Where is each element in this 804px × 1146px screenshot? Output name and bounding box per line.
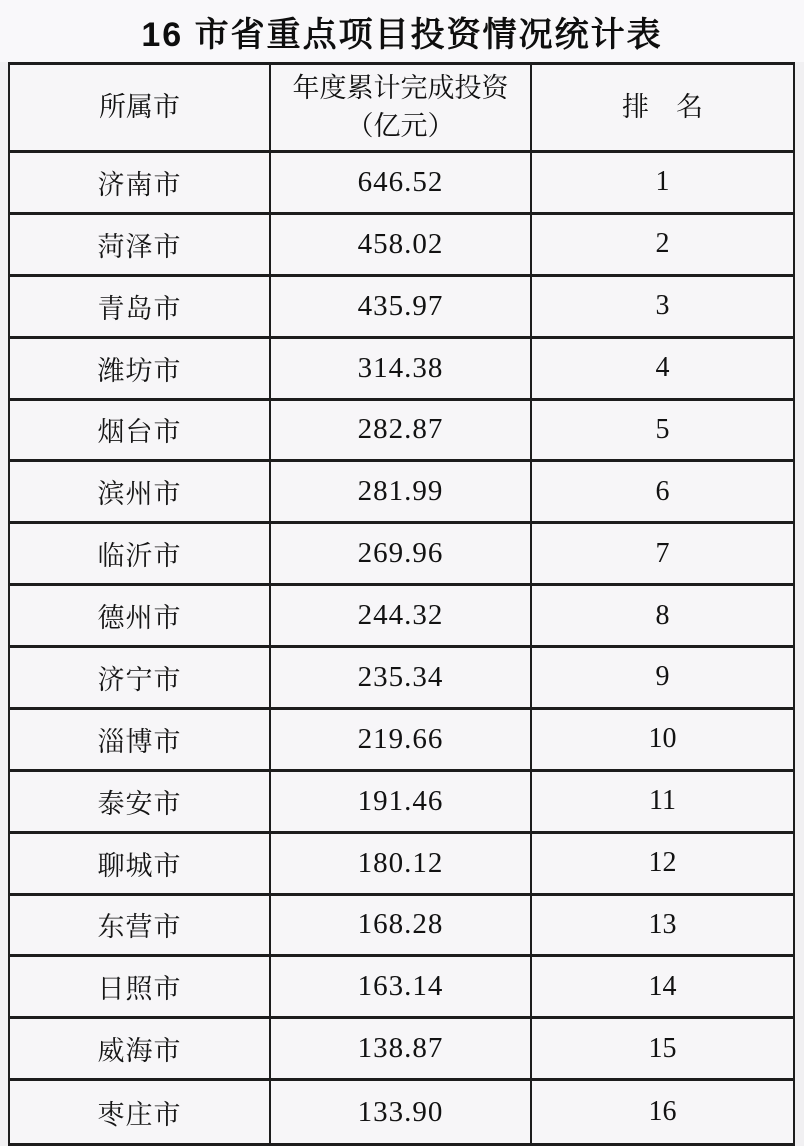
city-cell: 泰安市 xyxy=(10,772,271,834)
rank-cell: 6 xyxy=(532,462,793,524)
rank-cell: 12 xyxy=(532,834,793,896)
column-header-rank: 排 名 xyxy=(532,65,793,153)
investment-cell: 235.34 xyxy=(271,648,532,710)
rank-cell: 14 xyxy=(532,957,793,1019)
rank-cell: 2 xyxy=(532,215,793,277)
city-cell: 临沂市 xyxy=(10,524,271,586)
investment-cell: 244.32 xyxy=(271,586,532,648)
rank-cell: 15 xyxy=(532,1019,793,1081)
city-cell: 潍坊市 xyxy=(10,339,271,401)
city-cell: 德州市 xyxy=(10,586,271,648)
investment-cell: 219.66 xyxy=(271,710,532,772)
city-cell: 滨州市 xyxy=(10,462,271,524)
city-cell: 枣庄市 xyxy=(10,1081,271,1143)
rank-cell: 11 xyxy=(532,772,793,834)
rank-cell: 16 xyxy=(648,1096,677,1128)
investment-cell: 191.46 xyxy=(271,772,532,834)
rank-cell: 7 xyxy=(532,524,793,586)
investment-cell: 282.87 xyxy=(271,401,532,463)
page-title: 16 市省重点项目投资情况统计表 xyxy=(141,15,663,54)
investment-table xyxy=(8,62,795,1146)
rank-cell: 8 xyxy=(532,586,793,648)
city-cell: 威海市 xyxy=(10,1019,271,1081)
investment-cell: 180.12 xyxy=(271,834,532,896)
investment-cell: 269.96 xyxy=(271,524,532,586)
column-header-investment-line2: （亿元） xyxy=(346,110,455,141)
city-cell: 日照市 xyxy=(10,957,271,1019)
title-strip xyxy=(0,0,804,62)
investment-cell: 646.52 xyxy=(271,153,532,215)
city-cell: 东营市 xyxy=(10,896,271,958)
column-header-investment xyxy=(271,65,532,153)
investment-cell: 458.02 xyxy=(271,215,532,277)
rank-cell: 3 xyxy=(532,277,793,339)
investment-cell: 133.90 xyxy=(271,1081,532,1143)
rank-cell: 13 xyxy=(532,896,793,958)
investment-cell: 314.38 xyxy=(271,339,532,401)
column-header-city: 所属市 xyxy=(10,65,271,153)
rank-cell: 5 xyxy=(532,401,793,463)
city-cell: 烟台市 xyxy=(10,401,271,463)
rank-cell: 9 xyxy=(532,648,793,710)
investment-cell: 168.28 xyxy=(271,896,532,958)
rank-cell: 10 xyxy=(532,710,793,772)
investment-cell: 138.87 xyxy=(271,1019,532,1081)
city-cell: 淄博市 xyxy=(10,710,271,772)
city-cell: 菏泽市 xyxy=(10,215,271,277)
city-cell: 济宁市 xyxy=(10,648,271,710)
investment-cell: 281.99 xyxy=(271,462,532,524)
column-header-investment-line1: 年度累计完成投资 xyxy=(292,72,509,103)
investment-cell: 435.97 xyxy=(271,277,532,339)
investment-cell: 163.14 xyxy=(271,957,532,1019)
city-cell: 聊城市 xyxy=(10,834,271,896)
city-cell: 青岛市 xyxy=(10,277,271,339)
city-cell: 济南市 xyxy=(10,153,271,215)
rank-cell: 1 xyxy=(532,153,793,215)
rank-cell: 4 xyxy=(532,339,793,401)
